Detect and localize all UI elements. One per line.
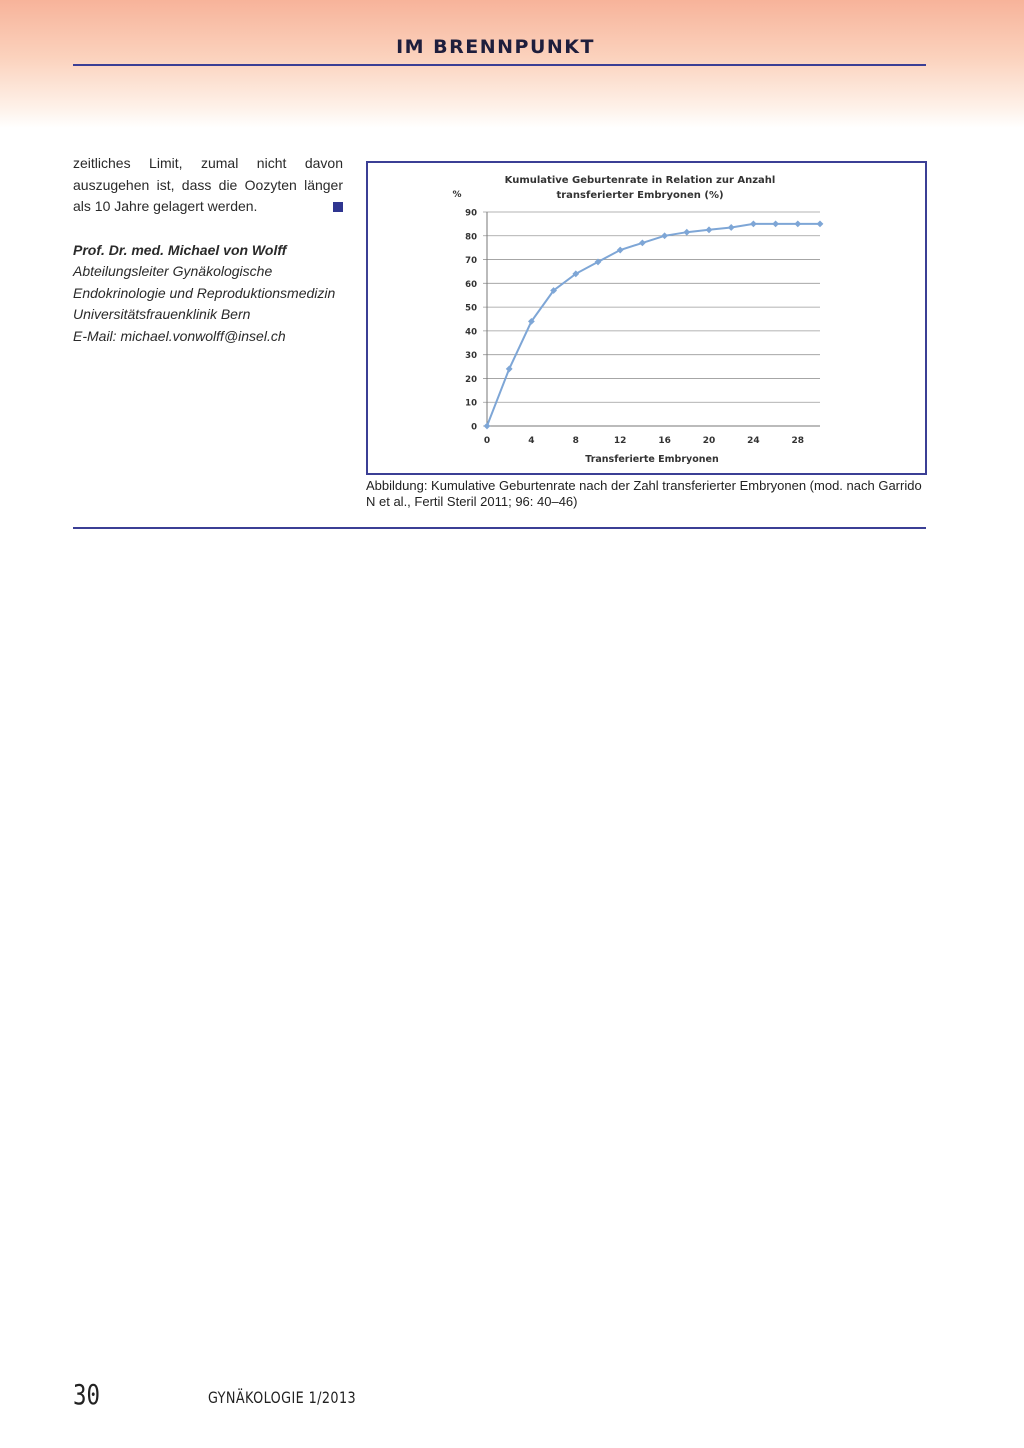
chart-plot-area (465, 209, 823, 447)
y-tick-label: 70 (465, 256, 477, 267)
chart-x-axis-label: Transferierte Embryonen (585, 454, 719, 465)
series-line-0 (487, 224, 820, 426)
data-point-marker (661, 232, 668, 239)
author-block (73, 240, 343, 348)
left-column (73, 153, 343, 347)
birth-rate-chart (368, 163, 925, 473)
y-tick-label: 0 (471, 422, 477, 433)
x-tick-label: 28 (791, 436, 805, 446)
y-tick-label: 20 (465, 374, 477, 385)
chart-title-line-2: transferierter Embryonen (%) (556, 190, 724, 201)
x-tick-label: 0 (483, 436, 491, 446)
data-point-marker (750, 220, 757, 227)
data-point-marker (728, 224, 735, 231)
data-point-marker (772, 220, 779, 227)
y-tick-label: 90 (465, 208, 477, 219)
bottom-divider (73, 527, 926, 529)
x-tick-label: 20 (702, 436, 716, 446)
data-point-marker (484, 423, 491, 430)
author-clinic: Universitätsfrauenklinik Bern (73, 306, 251, 322)
y-tick-label: 40 (465, 327, 477, 338)
data-point-marker (817, 220, 824, 227)
body-paragraph (73, 153, 343, 218)
author-affiliation: Abteilungsleiter Gynäkologische Endokrinologie und Reproduktionsmedizin (73, 263, 336, 301)
y-tick-label: 50 (465, 303, 477, 314)
data-point-marker (617, 247, 624, 254)
x-tick-label: 4 (528, 436, 535, 446)
x-tick-label: 16 (658, 436, 671, 446)
y-tick-label: 30 (465, 351, 477, 362)
data-point-marker (683, 229, 690, 236)
data-point-marker (706, 226, 713, 233)
journal-name: GYNÄKOLOGIE 1/2013 (208, 1388, 357, 1407)
header-divider (73, 64, 926, 66)
y-tick-label: 60 (465, 279, 477, 290)
y-tick-label: 10 (465, 398, 477, 409)
x-tick-label: 8 (572, 436, 579, 446)
chart-y-axis-label: % (452, 190, 462, 200)
x-tick-label: 12 (613, 436, 627, 446)
y-tick-label: 80 (465, 232, 477, 243)
figure-box (366, 161, 927, 475)
data-point-marker (506, 366, 513, 373)
paragraph-text: zeitliches Limit, zumal nicht davon auszugehen ist, dass die Oozyten länger als 10 Jahre gelagert werden. (73, 155, 343, 214)
figure-caption: Abbildung: Kumulative Geburtenrate nach der Zahl transferierter Embryonen (mod. nach Garrido N et al., Fertil Steril 2011; 96: 40–46) (366, 478, 922, 509)
chart-title-line-1: Kumulative Geburtenrate in Relation zur Anzahl (504, 175, 776, 186)
author-name: Prof. Dr. med. Michael von Wolff (73, 241, 287, 258)
author-email: E-Mail: michael.vonwolff@insel.ch (73, 327, 286, 344)
section-title: IM BRENNPUNKT (396, 36, 595, 58)
data-point-marker (794, 220, 801, 227)
x-tick-label: 24 (747, 436, 760, 446)
page-number: 30 (73, 1378, 100, 1411)
end-of-article-square-icon (333, 202, 343, 212)
data-point-marker (639, 240, 646, 247)
